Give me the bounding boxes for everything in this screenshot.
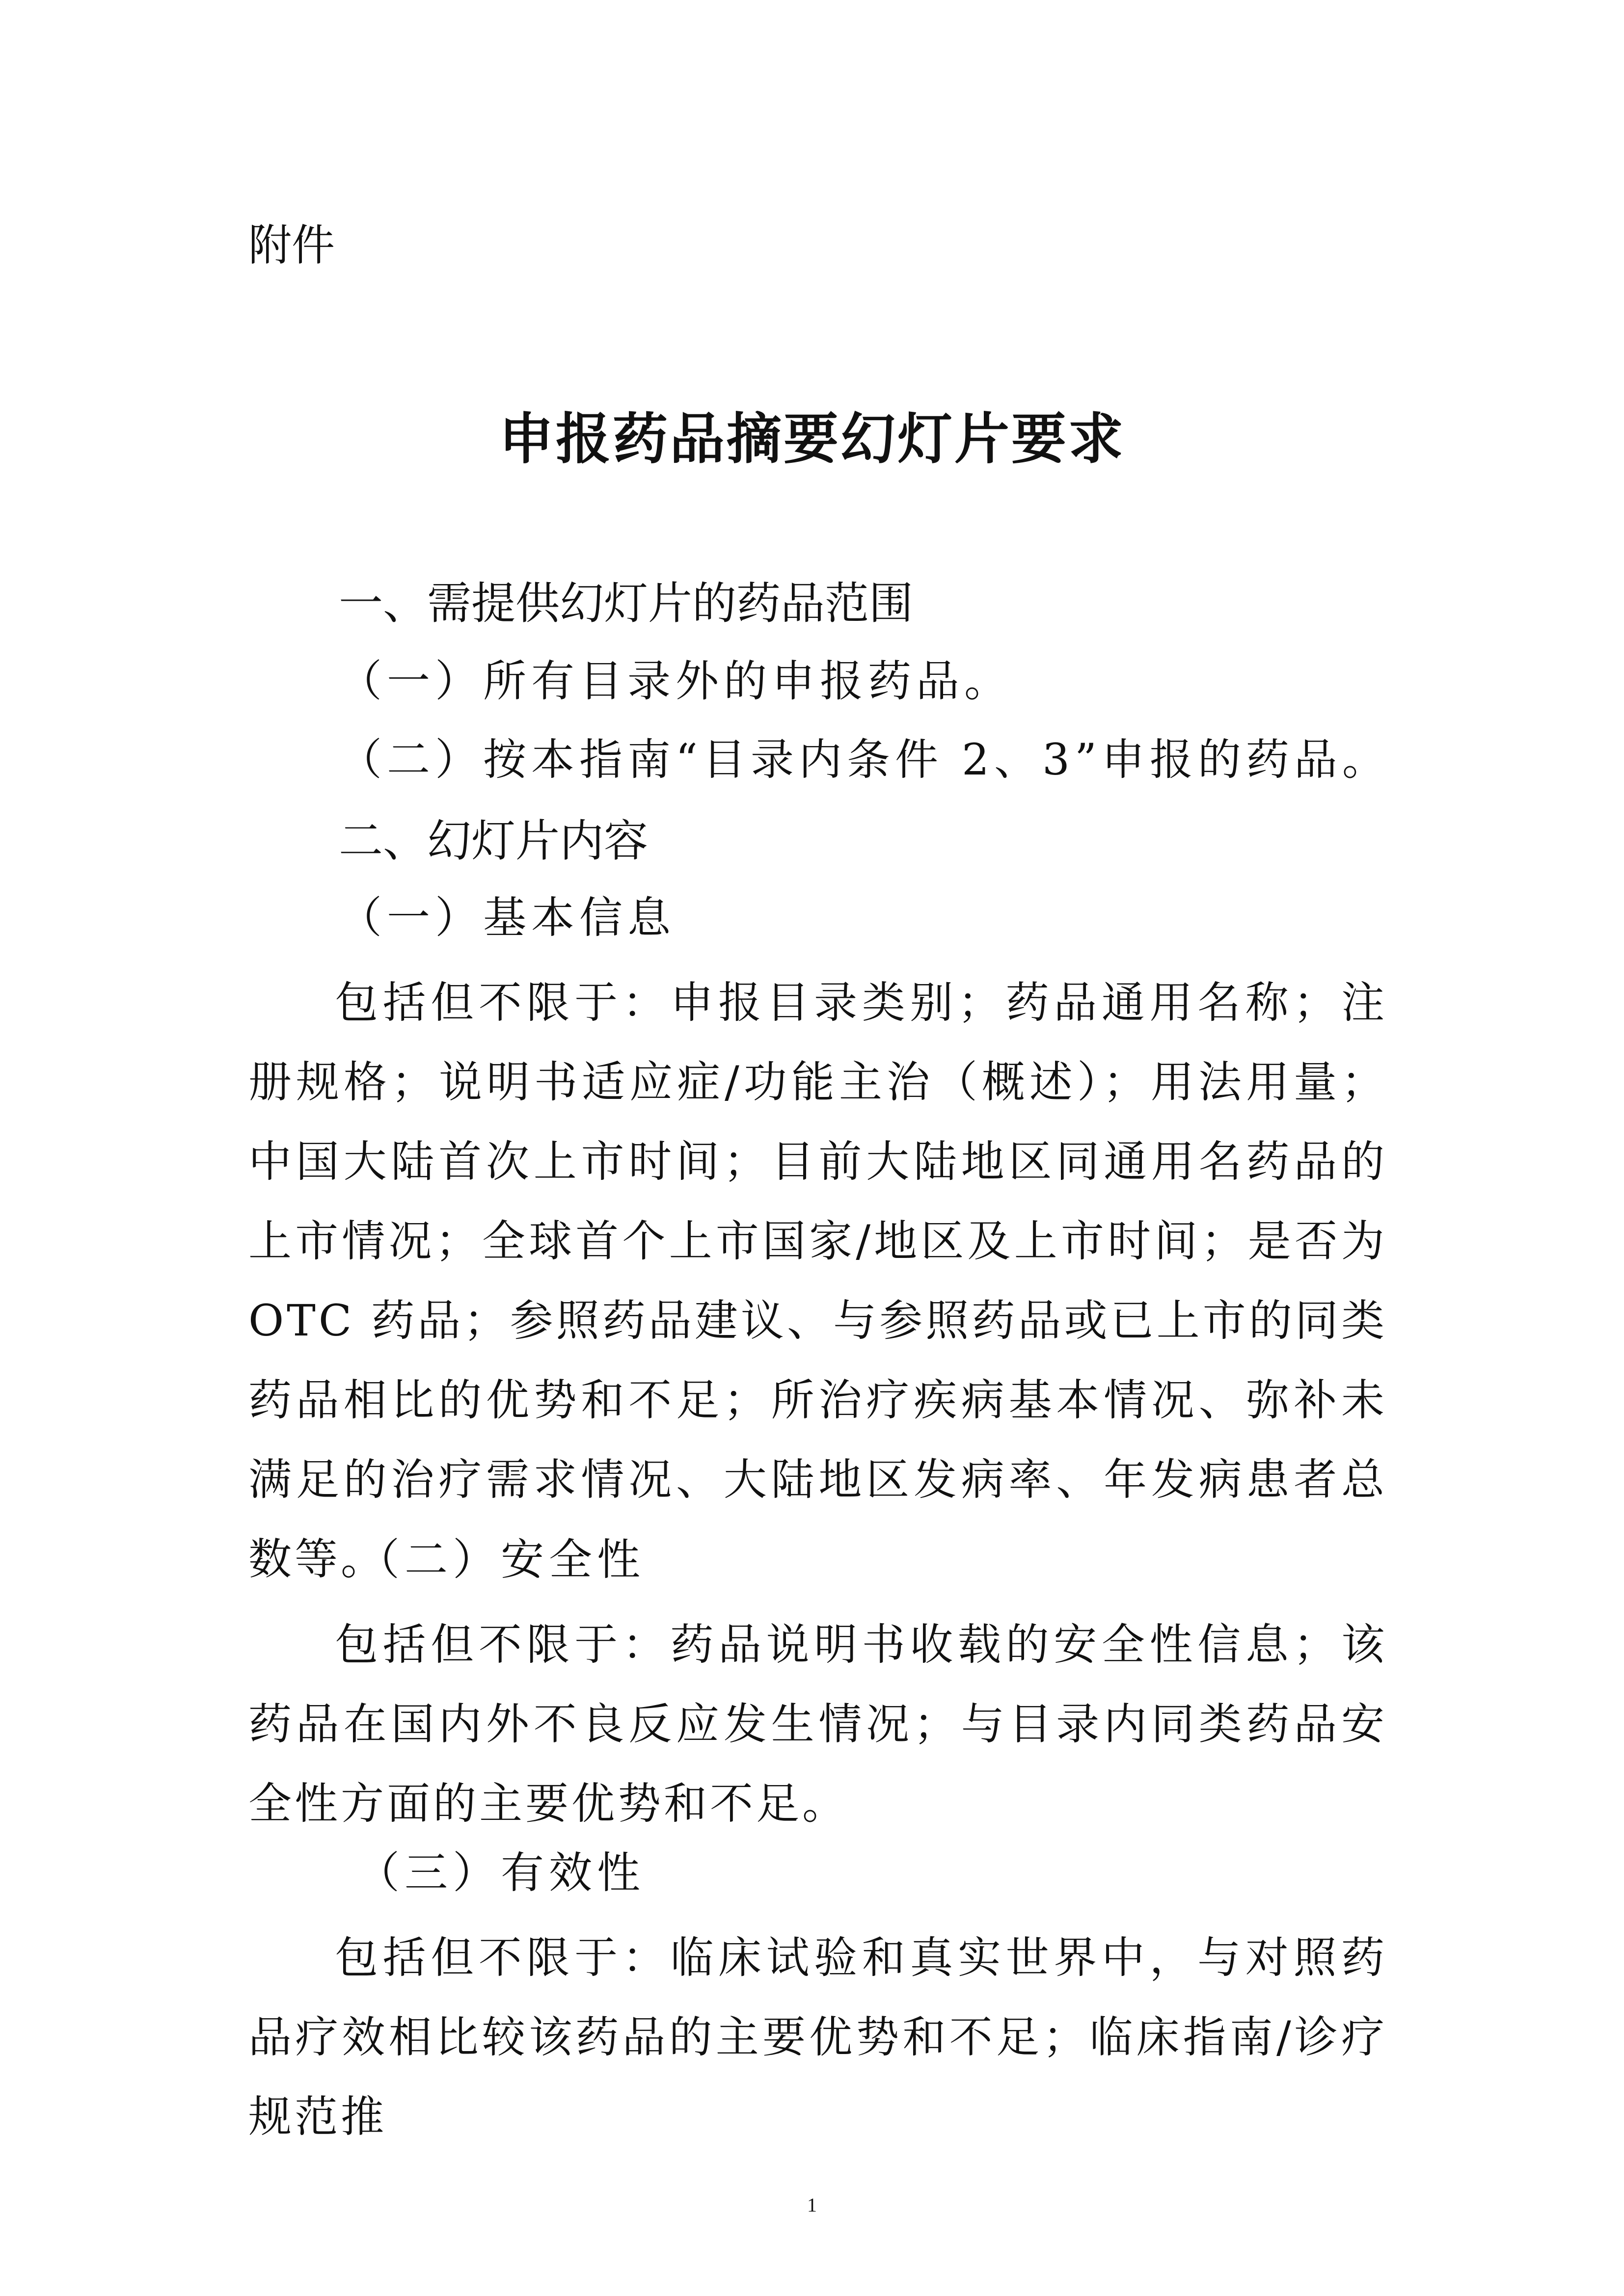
page-number: 1	[807, 2194, 817, 2216]
document-title: 申报药品摘要幻灯片要求	[499, 407, 1125, 471]
efficacy-paragraph: 包括但不限于：临床试验和真实世界中，与对照药品疗效相比较该药品的主要优势和不足；临床指南/诊疗规范推	[248, 1932, 1387, 2142]
section-1-heading: 一、需提供幻灯片的药品范围	[339, 578, 913, 629]
efficacy-heading: （三）有效性	[356, 1847, 646, 1898]
safety-heading: （二）安全性	[356, 1534, 646, 1585]
section-1-item-1: （一）所有目录外的申报药品。	[339, 656, 1013, 706]
basic-info-heading: （一）基本信息	[339, 892, 676, 943]
basic-info-paragraph: 包括但不限于：申报目录类别；药品通用名称；注册规格；说明书适应症/功能主治（概述）；用法用量；中国大陆首次上市时间；目前大陆地区同通用名药品的上市情况；全球首个上市国家/地区及上市时间；是否为 OTC 药品；参照药品建议、与参照药品或已上市的同类药品相比的优势和不足；所治疗疾病基本情况、弥补未满足的治疗需求情况、大陆地区发病率、年发病患者总数等。	[248, 977, 1387, 1584]
section-2-heading: 二、幻灯片内容	[339, 815, 648, 867]
section-1-item-2: （二）按本指南“目录内条件 2、3”申报的药品。	[339, 734, 1390, 785]
safety-paragraph: 包括但不限于：药品说明书收载的安全性信息；该药品在国内外不良反应发生情况；与目录内同类药品安全性方面的主要优势和不足。	[248, 1619, 1387, 1829]
attachment-label: 附件	[248, 220, 335, 270]
